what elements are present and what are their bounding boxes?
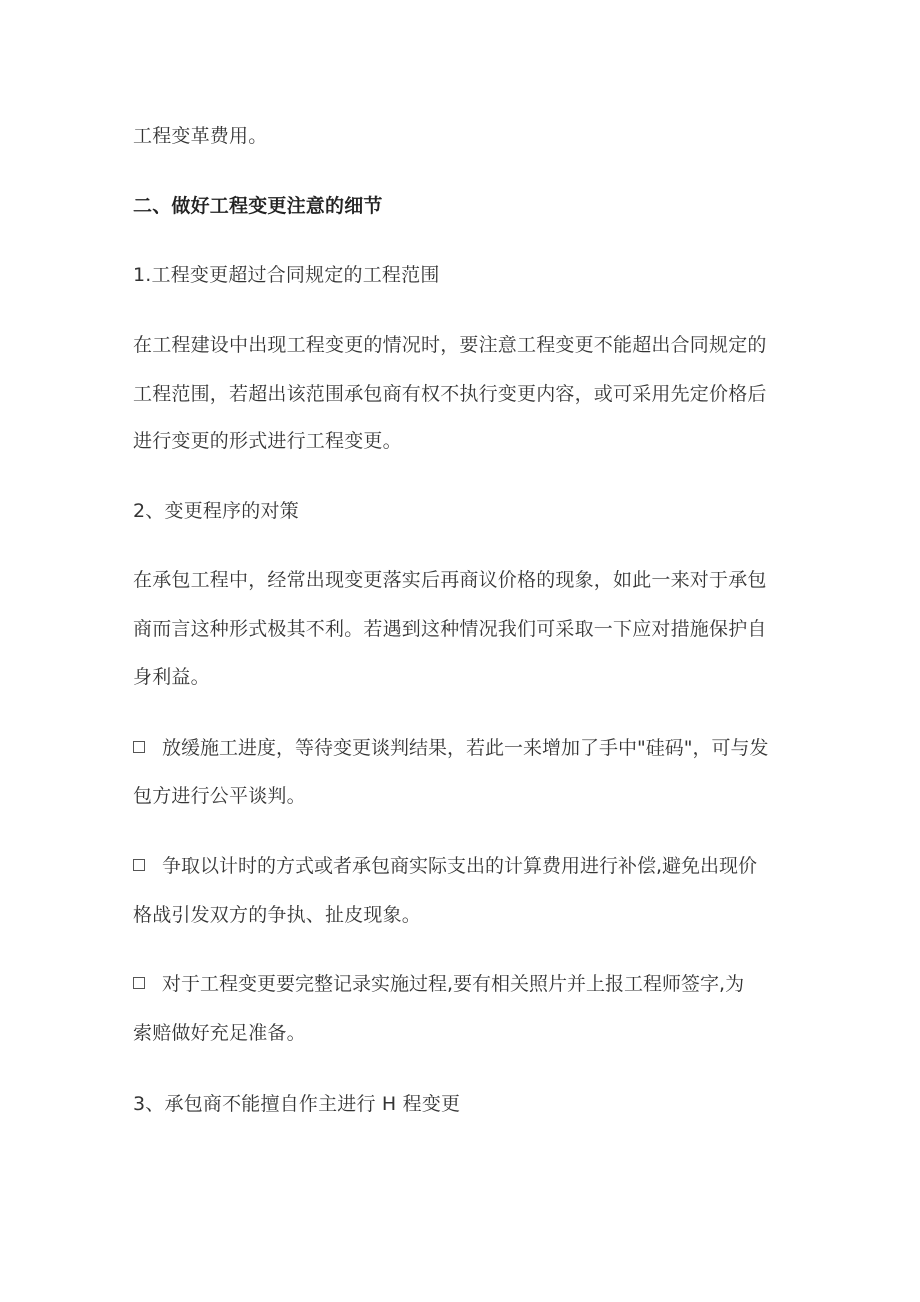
list-item-text: 对于工程变更要完整记录实施过程,要有相关照片并上报工程师签字,为 xyxy=(162,973,745,995)
paragraph-line: 工程变革费用。 xyxy=(133,125,268,147)
subsection-heading: 2、变更程序的对策 xyxy=(133,500,299,522)
checkbox-bullet-icon xyxy=(133,859,145,871)
paragraph-line: 包方进行公平谈判。 xyxy=(133,785,306,807)
list-item xyxy=(133,972,744,996)
checkbox-bullet-icon xyxy=(133,977,145,989)
list-item xyxy=(133,736,768,760)
paragraph-line: 进行变更的形式进行工程变更。 xyxy=(133,430,402,452)
paragraph-line: 工程范围，若超出该范围承包商有权不执行变更内容，或可采用先定价格后 xyxy=(133,383,767,405)
paragraph-line: 商而言这种形式极其不利。若遇到这种情况我们可采取一下应对措施保护自 xyxy=(133,618,767,640)
paragraph-line: 索赔做好充足准备。 xyxy=(133,1022,306,1044)
paragraph-line: 身利益。 xyxy=(133,666,210,688)
subsection-heading: 1.工程变更超过合同规定的工程范围 xyxy=(133,264,440,286)
list-item xyxy=(133,854,757,878)
list-item-text: 放缓施工进度，等待变更谈判结果，若此一来增加了手中"硅码"，可与发 xyxy=(162,737,769,759)
list-item-text: 争取以计时的方式或者承包商实际支出的计算费用进行补偿,避免出现价 xyxy=(162,855,758,877)
paragraph-line: 在工程建设中出现工程变更的情况时，要注意工程变更不能超出合同规定的 xyxy=(133,334,767,356)
section-heading: 二、做好工程变更注意的细节 xyxy=(133,195,383,217)
paragraph-line: 格战引发双方的争执、扯皮现象。 xyxy=(133,904,422,926)
subsection-heading: 3、承包商不能擅自作主进行 H 程变更 xyxy=(133,1093,461,1115)
checkbox-bullet-icon xyxy=(133,741,145,753)
paragraph-line: 在承包工程中，经常出现变更落实后再商议价格的现象，如此一来对于承包 xyxy=(133,569,767,591)
